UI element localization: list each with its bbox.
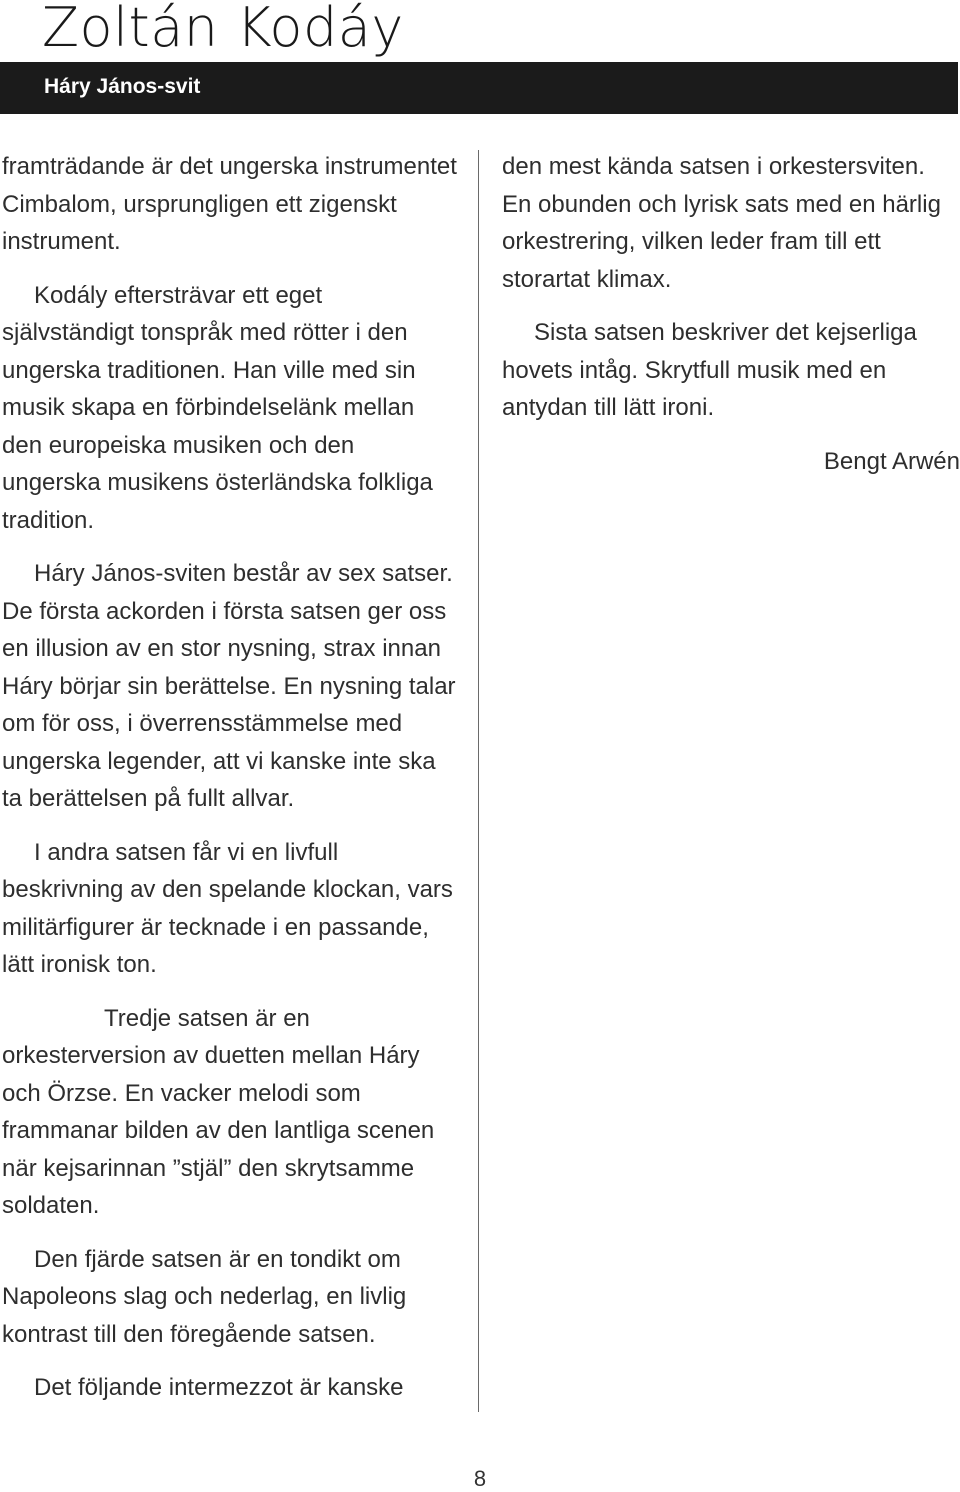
section-subtitle: Háry János-svit — [44, 75, 201, 98]
column-divider — [478, 150, 479, 1412]
paragraph: Háry János-sviten består av sex satser. De första ackorden i första satsen ger oss en illusion av en stor nysning, strax innan Háry börjar sin berättelse. En nysning talar om för oss, i överrensstämmelse med ungerska legender, att vi kanske inte ska ta berättelsen på fullt allvar. — [2, 560, 456, 812]
paragraph: Kodály eftersträvar ett eget självständigt tonspråk med rötter i den ungerska traditionen. Han ville med sin musik skapa en förbindelselänk mellan den europeiska musiken och den ungerska musikens österländska folkliga tradition. — [2, 281, 433, 534]
paragraph: Tredje satsen är en orkesterversion av duetten mellan Háry och Örzse. En vacker melodi som frammanar bilden av den lantliga scenen när kejsarinnan ”stjäl” den skrytsamme soldaten. — [2, 1004, 435, 1219]
author-signature: Bengt Arwén — [823, 447, 960, 475]
section-header-band — [0, 62, 958, 114]
paragraph: den mest kända satsen i orkestersviten. En obunden och lyrisk sats med en härlig orkestrering, vilken leder fram till ett storartat klimax. — [502, 153, 941, 293]
paragraph: Den fjärde satsen är en tondikt om Napoleons slag och nederlag, en livlig kontrast till den föregående satsen. — [2, 1245, 407, 1348]
paragraph: Sista satsen beskriver det kejserliga hovets intåg. Skrytfull musik med en antydan till lätt ironi. — [502, 319, 917, 421]
paragraph: Det följande intermezzot är kanske — [34, 1374, 404, 1401]
left-column — [2, 148, 457, 1423]
paragraph: framträdande är det ungerska instrumentet Cimbalom, ursprungligen ett zigenskt instrument. — [2, 153, 457, 255]
page-number: 8 — [473, 1466, 487, 1491]
paragraph: I andra satsen får vi en livfull beskrivning av den spelande klockan, vars militärfigurer är tecknade i en passande, lätt ironisk ton. — [2, 838, 453, 978]
page-title: Zoltán Kodáy — [42, 0, 404, 59]
right-column — [502, 148, 960, 496]
